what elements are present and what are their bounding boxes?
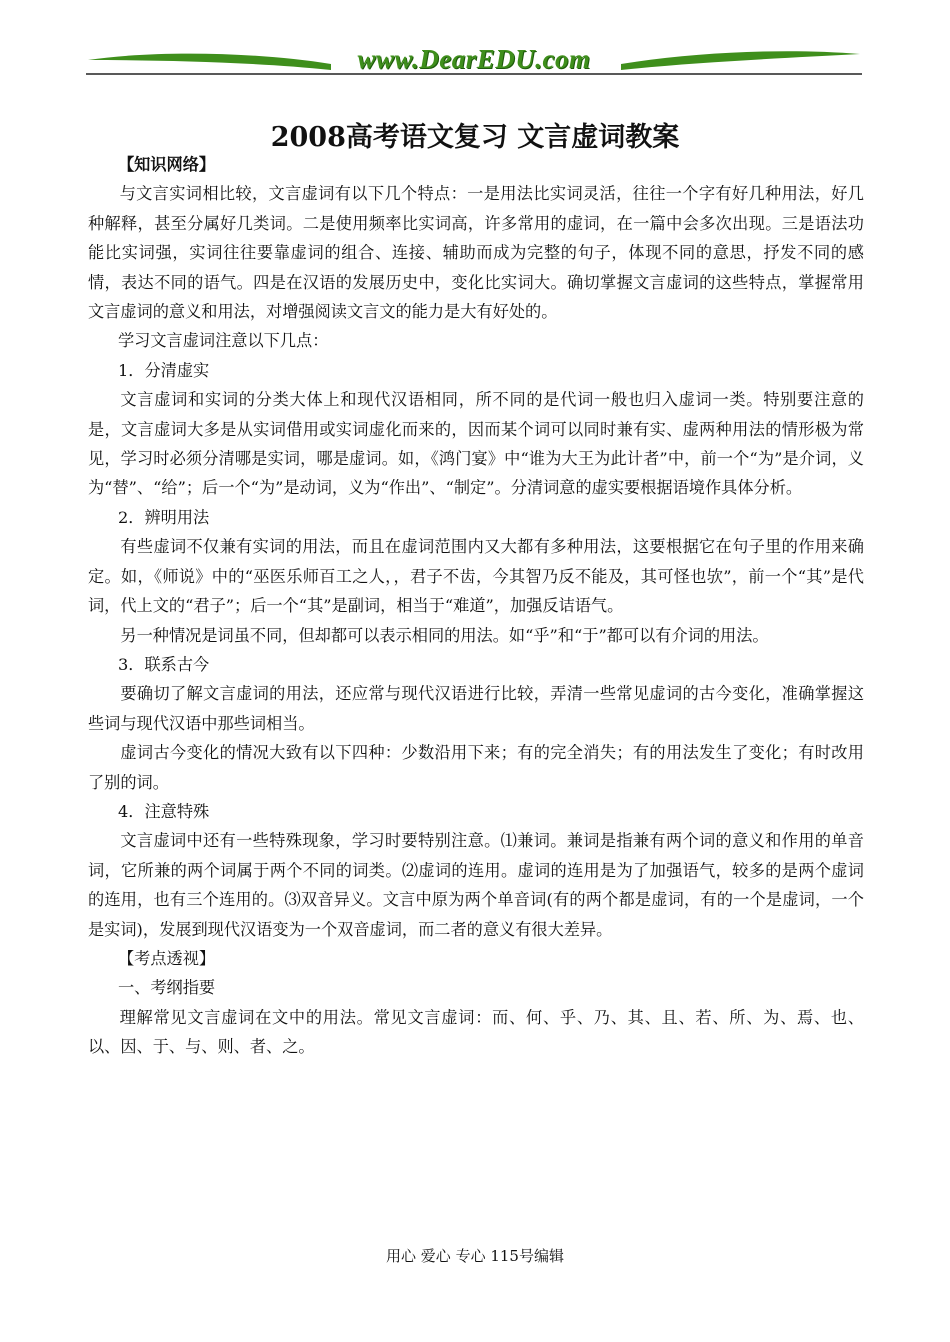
heading-syllabus: 一、考纲指要 <box>118 978 216 998</box>
heading-usage: 2．辨明用法 <box>118 507 210 527</box>
paragraph-distinguish: 文言虚词和实词的分类大体上和现代汉语相同，所不同的是代词一般也归入虚词一类。特别要注意的是，文言虚词大多是从实词借用或实词虚化而来的，因而某个词可以同时兼有实、虚两种用法的情形极为常见，学习时必须分清哪是实词，哪是虚词。如，《鸿门宴》中“谁为大王为此计者”中，前一个“为”是介词，义为“替”、“给”；后一个“为”是动词，义为“作出”、“制定”。分清词意的虚实要根据语境作具体分析。 <box>88 390 864 498</box>
heading-distinguish: 1．分清虚实 <box>118 360 210 380</box>
paragraph-usage-other: 另一种情况是词虽不同，但却都可以表示相同的用法。如“乎”和“于”都可以有介词的用法。 <box>120 625 769 645</box>
section-label-exam-focus: 【考点透视】 <box>118 948 216 968</box>
heading-ancient-modern: 3．联系古今 <box>118 654 210 674</box>
section-label-knowledge-network: 【知识网络】 <box>118 155 216 174</box>
document-title: 2008高考语文复习 文言虚词教案 <box>270 122 680 153</box>
paragraph-points-intro: 学习文言虚词注意以下几点： <box>118 331 329 351</box>
document-body <box>88 150 864 1062</box>
page-footer: 用心 爱心 专心 115号编辑 <box>386 1247 564 1265</box>
page-header <box>86 36 862 84</box>
paragraph-usage: 有些虚词不仅兼有实词的用法，而且在虚词范围内又大都有多种用法，这要根据它在句子里的作用来确定。如，《师说》中的“巫医乐师百工之人，，君子不齿，今其智乃反不能及，其可怪也欤”，前一个“其”是代词，代上文的“君子”；后一个“其”是副词，相当于“难道”，加强反诘语气。 <box>88 537 864 616</box>
paragraph-intro: 与文言实词相比较，文言虚词有以下几个特点：一是用法比实词灵活，往往一个字有好几种用法，好几种解释，甚至分属好几类词。二是使用频率比实词高，许多常用的虚词，在一篇中会多次出现。三是语法功能比实词强，实词往往要靠虚词的组合、连接、辅助而成为完整的句子，体现不同的意思，抒发不同的感情，表达不同的语气。四是在汉语的发展历史中，变化比实词大。确切掌握文言虚词的这些特点，掌握常用文言虚词的意义和用法，对增强阅读文言文的能力是大有好处的。 <box>88 184 864 322</box>
paragraph-changes: 虚词古今变化的情况大致有以下四种：少数沿用下来；有的完全消失；有的用法发生了变化；有时改用了别的词。 <box>88 743 864 792</box>
paragraph-special: 文言虚词中还有一些特殊现象，学习时要特别注意。⑴兼词。兼词是指兼有两个词的意义和作用的单音词，它所兼的两个词属于两个不同的词类。⑵虚词的连用。虚词的连用是为了加强语气，较多的是两个虚词的连用，也有三个连用的。⑶双音异义。文言中原为两个单音词(有的两个都是虚词，有的一个是虚词，一个是实词)，发展到现代汉语变为一个双音虚词，而二者的意义有很大差异。 <box>88 831 864 939</box>
paragraph-ancient-modern: 要确切了解文言虚词的用法，还应常与现代汉语进行比较，弄清一些常见虚词的古今变化，准确掌握这些词与现代汉语中那些词相当。 <box>88 684 864 733</box>
heading-special: 4．注意特殊 <box>118 801 210 821</box>
paragraph-syllabus: 理解常见文言虚词在文中的用法。常见文言虚词：而、何、乎、乃、其、且、若、所、为、焉、也、以、因、于、与、则、者、之。 <box>88 1007 864 1057</box>
site-logo[interactable]: www.DearEDU.com <box>357 44 591 74</box>
